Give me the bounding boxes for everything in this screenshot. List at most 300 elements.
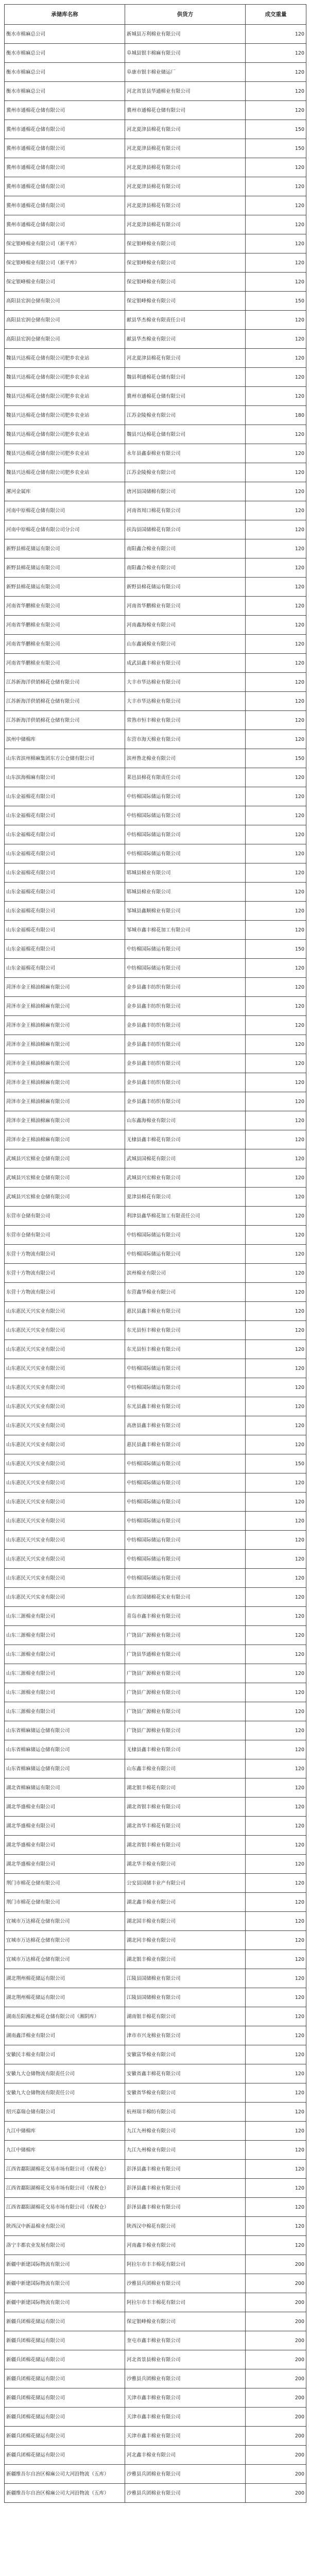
warehouse-cell: 山东金福棉花有限公司 <box>5 806 125 825</box>
supplier-cell: 扶沟县国储棉花有限公司 <box>125 520 246 539</box>
supplier-cell: 湖北省银丰棉业有限公司 <box>125 1836 246 1855</box>
warehouse-cell: 衡水市棉麻总公司 <box>5 25 125 44</box>
supplier-cell: 河北夏津县棉花有限公司 <box>125 158 246 177</box>
warehouse-cell: 山东省滨州棉麻集团东方公仓储有限公司 <box>5 749 125 768</box>
warehouse-cell: 安徽九大仓储物流有限责任公司 <box>5 2083 125 2103</box>
warehouse-cell: 山东惠民天兴实业有限公司 <box>5 1416 125 1435</box>
supplier-cell: 河北夏津县棉花有限公司 <box>125 349 246 368</box>
warehouse-cell: 衡水市棉麻总公司 <box>5 44 125 63</box>
supplier-cell: 新城县万利棉业有限公司 <box>125 25 246 44</box>
warehouse-cell: 冀州市通棉花仓储有限公司 <box>5 158 125 177</box>
weight-cell: 200 <box>246 2465 306 2484</box>
warehouse-cell: 冀州市通棉花仓储有限公司 <box>5 101 125 120</box>
table-row <box>5 1836 306 1855</box>
table-row <box>5 368 306 387</box>
table-row <box>5 1130 306 1149</box>
warehouse-cell: 武城县兴宏棉业仓储有限公司 <box>5 1188 125 1207</box>
table-row <box>5 2446 306 2465</box>
table-row <box>5 616 306 635</box>
supplier-cell: 河北鑫丰棉业有限公司 <box>125 2446 246 2465</box>
table-row <box>5 520 306 539</box>
warehouse-cell: 湖北华盛棉业有限公司 <box>5 1855 125 1874</box>
weight-cell: 200 <box>246 2274 306 2293</box>
supplier-cell: 惠民县鑫丰棉业有限公司 <box>125 1302 246 1321</box>
warehouse-cell: 高阳县宏润仓储有限公司 <box>5 292 125 311</box>
warehouse-cell: 山东惠民天兴实业有限公司 <box>5 1512 125 1531</box>
weight-cell: 200 <box>246 2446 306 2465</box>
warehouse-cell: 湖北华盛棉业有限公司 <box>5 1798 125 1817</box>
table-row <box>5 1645 306 1664</box>
supplier-cell: 中纺棉国际储运有限公司 <box>125 940 246 959</box>
table-row <box>5 2045 306 2064</box>
supplier-cell: 保定银峰棉业有限公司 <box>125 292 246 311</box>
warehouse-cell: 安徽民丰棉业有限公司 <box>5 2045 125 2064</box>
table-row <box>5 1740 306 1759</box>
weight-cell: 120 <box>246 1149 306 1168</box>
supplier-cell: 湖北银丰棉业有限公司 <box>125 1950 246 1969</box>
supplier-cell: 江陵县国储棉业有限公司 <box>125 1969 246 1988</box>
weight-cell: 120 <box>246 1550 306 1569</box>
table-row <box>5 539 306 558</box>
supplier-cell: 河北夏津县棉花有限公司 <box>125 196 246 215</box>
table-row <box>5 2179 306 2198</box>
weight-cell: 120 <box>246 1855 306 1874</box>
weight-cell: 150 <box>246 1454 306 1473</box>
weight-cell: 150 <box>246 120 306 139</box>
warehouse-cell: 魏县兴达棉花仓储有限公司肥乡农业站 <box>5 444 125 463</box>
warehouse-cell: 高阳县宏润仓储有限公司 <box>5 311 125 330</box>
table-row <box>5 2083 306 2103</box>
warehouse-cell: 东营市仓储有限公司 <box>5 1226 125 1245</box>
supplier-cell: 九江九州棉业有限公司 <box>125 2122 246 2141</box>
table-row <box>5 1073 306 1092</box>
warehouse-cell: 新野县棉花储运有限公司 <box>5 558 125 578</box>
table-row <box>5 158 306 177</box>
table-row <box>5 825 306 844</box>
table-row <box>5 2388 306 2408</box>
warehouse-cell: 山东金福棉花有限公司 <box>5 959 125 978</box>
warehouse-cell: 山东省棉麻储运仓储有限公司 <box>5 1721 125 1740</box>
weight-cell: 120 <box>246 978 306 997</box>
warehouse-cell: 山东金福棉花有限公司 <box>5 825 125 844</box>
supplier-cell: 天津市鑫丰棉业有限公司 <box>125 2388 246 2408</box>
warehouse-cell: 魏县兴达棉花仓储有限公司肥乡农业站 <box>5 406 125 425</box>
table-row <box>5 463 306 482</box>
table-row <box>5 139 306 158</box>
warehouse-cell: 江苏新海洋供销棉花仓储有限公司 <box>5 673 125 692</box>
weight-cell: 120 <box>246 1874 306 1893</box>
warehouse-cell: 江苏新海洋供销棉花仓储有限公司 <box>5 711 125 730</box>
supplier-cell: 邹城县鑫顺棉业有限公司 <box>125 902 246 921</box>
table-row <box>5 1531 306 1550</box>
weight-cell: 120 <box>246 273 306 292</box>
warehouse-cell: 山东惠民天兴实业有限公司 <box>5 1473 125 1493</box>
supplier-cell: 南阳鑫合棉业有限公司 <box>125 539 246 558</box>
warehouse-cell: 新野县棉花储运有限公司 <box>5 578 125 597</box>
table-row <box>5 1111 306 1130</box>
table-row <box>5 1874 306 1893</box>
weight-cell: 120 <box>246 2217 306 2236</box>
supplier-cell: 河北夏津县棉花有限公司 <box>125 215 246 234</box>
warehouse-cell: 湖南岳阳湘北棉花仓储有限公司（湘阴库） <box>5 2007 125 2026</box>
supplier-cell: 莱邑县棉花有限责任公司 <box>125 768 246 787</box>
weight-cell: 120 <box>246 2122 306 2141</box>
table-row <box>5 1149 306 1168</box>
warehouse-cell: 山东金福棉花有限公司 <box>5 863 125 883</box>
weight-cell: 120 <box>246 997 306 1016</box>
table-row <box>5 1054 306 1073</box>
table-row <box>5 1092 306 1111</box>
supplier-cell: 唐河县国储棉有限公司 <box>125 482 246 501</box>
weight-cell: 120 <box>246 1645 306 1664</box>
table-row <box>5 2293 306 2312</box>
supplier-cell: 东光县恒丰棉业有限公司 <box>125 1321 246 1340</box>
weight-cell: 120 <box>246 1893 306 1912</box>
table-row <box>5 1188 306 1207</box>
warehouse-cell: 山东惠民天兴实业有限公司 <box>5 1550 125 1569</box>
weight-cell: 120 <box>246 387 306 406</box>
table-row <box>5 959 306 978</box>
weight-cell: 120 <box>246 1130 306 1149</box>
warehouse-cell: 新疆维吾尔自治区棉麻公司大河沿物流（五库） <box>5 2465 125 2484</box>
table-row <box>5 673 306 692</box>
weight-cell: 120 <box>246 2045 306 2064</box>
weight-cell: 120 <box>246 1435 306 1454</box>
warehouse-cell: 冀州市通棉花仓储有限公司 <box>5 215 125 234</box>
weight-cell: 120 <box>246 1359 306 1378</box>
table-row <box>5 2408 306 2427</box>
supplier-cell: 武城县国棉花有限公司 <box>125 1149 246 1168</box>
supplier-cell: 保定银峰棉业有限公司 <box>125 2312 246 2331</box>
table-row <box>5 25 306 44</box>
column-header-weight: 成交重量 <box>246 5 306 25</box>
supplier-cell: 广饶县广源棉业有限公司 <box>125 1702 246 1721</box>
weight-cell: 120 <box>246 1702 306 1721</box>
supplier-cell: 献县华杰棉业有限责任公司 <box>125 311 246 330</box>
warehouse-cell: 滨州中储棉库 <box>5 730 125 749</box>
supplier-cell: 河南省华鹏棉业有限公司 <box>125 597 246 616</box>
table-row <box>5 2026 306 2045</box>
supplier-cell: 金乡县鑫丰纺织有限公司 <box>125 978 246 997</box>
table-row <box>5 2064 306 2083</box>
supplier-cell: 天津市鑫丰棉业有限公司 <box>125 2408 246 2427</box>
weight-cell: 120 <box>246 1817 306 1836</box>
table-row <box>5 1035 306 1054</box>
supplier-cell: 金乡县鑫丰纺织有限公司 <box>125 1073 246 1092</box>
supplier-cell: 阜康市银丰棉业储运厂 <box>125 63 246 82</box>
warehouse-cell: 菏泽市金王棉油棉麻有限公司 <box>5 1054 125 1073</box>
supplier-cell: 沙雅县兵团棉业有限公司 <box>125 2274 246 2293</box>
warehouse-cell: 江西省鄱阳湖棉花交易市场有限公司（保税仓） <box>5 2179 125 2198</box>
warehouse-cell: 山东三源棉业有限公司 <box>5 1683 125 1702</box>
supplier-cell: 惠民县鑫丰棉业有限公司 <box>125 1435 246 1454</box>
supplier-cell: 阿拉尔市丰丰棉花有限公司 <box>125 2255 246 2274</box>
table-row <box>5 2103 306 2122</box>
warehouse-cell: 山东省棉麻储运仓储有限公司 <box>5 1740 125 1759</box>
warehouse-cell: 河南中原棉花仓储有限公司分公司 <box>5 520 125 539</box>
warehouse-cell: 新疆中新建国际物流有限公司 <box>5 2255 125 2274</box>
warehouse-cell: 山东金福棉花有限公司 <box>5 787 125 806</box>
supplier-cell: 湖南银丰棉花有限公司 <box>125 2007 246 2026</box>
warehouse-cell: 山东惠民天兴实业有限公司 <box>5 1435 125 1454</box>
supplier-cell: 安徽富华棉业有限公司 <box>125 2045 246 2064</box>
warehouse-cell: 山东金福棉花有限公司 <box>5 902 125 921</box>
table-row <box>5 597 306 616</box>
warehouse-cell: 魏县兴达棉花仓储有限公司肥乡农业站 <box>5 463 125 482</box>
warehouse-cell: 九江中储棉库 <box>5 2141 125 2160</box>
supplier-cell: 东营市海天棉业有限公司 <box>125 730 246 749</box>
weight-cell: 200 <box>246 2350 306 2369</box>
warehouse-cell: 山东滨海棉麻有限公司 <box>5 768 125 787</box>
supplier-cell: 滨州棉业有限公司 <box>125 1264 246 1283</box>
table-row <box>5 558 306 578</box>
table-row <box>5 1245 306 1264</box>
supplier-cell: 湖北省华丰棉花有限公司 <box>125 1817 246 1836</box>
weight-cell: 120 <box>246 177 306 196</box>
weight-cell: 120 <box>246 2141 306 2160</box>
supplier-cell: 沙雅县兵团棉业有限公司 <box>125 2465 246 2484</box>
supplier-cell: 永年县鑫泰棉业有限公司 <box>125 444 246 463</box>
table-row <box>5 349 306 368</box>
supplier-cell: 江苏金陵棉业有限公司 <box>125 463 246 482</box>
warehouse-cell: 菏泽市金王棉油棉麻有限公司 <box>5 1035 125 1054</box>
weight-cell: 120 <box>246 1969 306 1988</box>
warehouse-cell: 山东三源棉业有限公司 <box>5 1664 125 1683</box>
table-row <box>5 1855 306 1874</box>
warehouse-cell: 魏县兴达棉花仓储有限公司肥乡农业站 <box>5 425 125 444</box>
table-row <box>5 1721 306 1740</box>
supplier-cell: 彭泽县鑫丰棉业有限公司 <box>125 2179 246 2198</box>
supplier-cell: 天津市鑫丰棉业有限公司 <box>125 2427 246 2446</box>
warehouse-cell: 高阳县宏润仓储有限公司 <box>5 330 125 349</box>
warehouse-cell: 江西省鄱阳湖棉花交易市场有限公司（保税仓） <box>5 2198 125 2217</box>
warehouse-cell: 九江中储棉库 <box>5 2122 125 2141</box>
warehouse-cell: 武城县兴宏棉业仓储有限公司 <box>5 1149 125 1168</box>
weight-cell: 120 <box>246 425 306 444</box>
supplier-cell: 献县华杰棉业有限公司 <box>125 330 246 349</box>
warehouse-cell: 新疆兵团棉花储运有限公司 <box>5 2331 125 2350</box>
supplier-cell: 保定银峰棉业有限公司 <box>125 273 246 292</box>
warehouse-cell: 山东三源棉业有限公司 <box>5 1645 125 1664</box>
table-row <box>5 2465 306 2484</box>
supplier-cell: 金乡县鑫丰纺织有限公司 <box>125 997 246 1016</box>
table-row <box>5 1817 306 1836</box>
table-row <box>5 177 306 196</box>
supplier-cell: 冀州市通棉花仓储有限公司 <box>125 101 246 120</box>
warehouse-cell: 山东惠民天兴实业有限公司 <box>5 1454 125 1473</box>
warehouse-cell: 山东惠民天兴实业有限公司 <box>5 1302 125 1321</box>
supplier-cell: 湖北同丰棉业有限公司 <box>125 1931 246 1950</box>
weight-cell: 120 <box>246 1798 306 1817</box>
weight-cell: 120 <box>246 711 306 730</box>
weight-cell: 120 <box>246 1683 306 1702</box>
table-row <box>5 1340 306 1359</box>
table-row <box>5 330 306 349</box>
table-row <box>5 1264 306 1283</box>
supplier-cell: 中纺棉国际储运有限公司 <box>125 844 246 863</box>
warehouse-cell: 东营市仓储有限公司 <box>5 1207 125 1226</box>
weight-cell: 120 <box>246 2064 306 2083</box>
supplier-cell: 中纺棉国际储运有限公司 <box>125 1359 246 1378</box>
table-row <box>5 1931 306 1950</box>
supplier-cell: 大丰市华达棉业有限公司 <box>125 692 246 711</box>
weight-cell: 120 <box>246 902 306 921</box>
weight-cell: 120 <box>246 1016 306 1035</box>
table-row <box>5 749 306 768</box>
table-row <box>5 1454 306 1473</box>
warehouse-cell: 魏县兴达棉花仓储有限公司肥乡农业站 <box>5 349 125 368</box>
supplier-cell: 夏津县棉花有限公司 <box>125 1188 246 1207</box>
supplier-cell: 沙雅县兵团棉业有限公司 <box>125 2484 246 2503</box>
supplier-cell: 东光县鑫丰棉业有限公司 <box>125 1397 246 1416</box>
supplier-cell: 杭州瑞丰棉纺有限公司 <box>125 2103 246 2122</box>
weight-cell: 120 <box>246 806 306 825</box>
table-row <box>5 806 306 825</box>
weight-cell: 200 <box>246 2312 306 2331</box>
table-row <box>5 2160 306 2179</box>
weight-cell: 200 <box>246 2388 306 2408</box>
table-row <box>5 1550 306 1569</box>
supplier-cell: 保定银峰棉业有限公司 <box>125 234 246 253</box>
supplier-cell: 山东鑫诚棉业有限公司 <box>125 635 246 654</box>
table-row <box>5 82 306 101</box>
table-row <box>5 692 306 711</box>
supplier-cell: 魏县利通棉花仓储有限公司 <box>125 368 246 387</box>
supplier-cell: 郓城县棉业有限公司 <box>125 863 246 883</box>
weight-cell: 120 <box>246 501 306 520</box>
supplier-cell: 金乡县鑫丰纺织有限公司 <box>125 1054 246 1073</box>
supplier-cell: 青岛市鑫丰棉业有限公司 <box>125 1607 246 1626</box>
warehouse-cell: 安徽九大仓储物流有限责任公司 <box>5 2064 125 2083</box>
supplier-cell: 郓城县棉业有限公司 <box>125 883 246 902</box>
warehouse-cell: 山东三源棉业有限公司 <box>5 1702 125 1721</box>
supplier-cell: 广饶县广源棉业有限公司 <box>125 1721 246 1740</box>
supplier-cell: 奎屯市鑫丰棉业有限公司 <box>125 2331 246 2350</box>
supplier-cell: 无棣县鑫丰棉业有限公司 <box>125 1740 246 1759</box>
supplier-cell: 冀州市通棉花仓储有限公司 <box>125 387 246 406</box>
warehouse-cell: 山东三源棉业有限公司 <box>5 1607 125 1626</box>
weight-cell: 120 <box>246 2179 306 2198</box>
weight-cell: 120 <box>246 44 306 63</box>
table-row <box>5 730 306 749</box>
weight-cell: 120 <box>246 558 306 578</box>
table-row <box>5 2427 306 2446</box>
table-row <box>5 501 306 520</box>
table-row <box>5 1912 306 1931</box>
supplier-cell: 广饶县华通棉业有限公司 <box>125 1645 246 1664</box>
table-row <box>5 1759 306 1778</box>
weight-cell: 200 <box>246 2255 306 2274</box>
weight-cell: 120 <box>246 1512 306 1531</box>
weight-cell: 120 <box>246 1092 306 1111</box>
weight-cell: 200 <box>246 2293 306 2312</box>
weight-cell: 180 <box>246 406 306 425</box>
weight-cell: 120 <box>246 1111 306 1130</box>
weight-cell: 120 <box>246 863 306 883</box>
weight-cell: 120 <box>246 1226 306 1245</box>
warehouse-cell: 宜城市万达棉花仓储有限公司 <box>5 1912 125 1931</box>
table-row <box>5 2141 306 2160</box>
weight-cell: 120 <box>246 1531 306 1550</box>
column-header-supplier: 供货方 <box>125 5 246 25</box>
weight-cell: 120 <box>246 63 306 82</box>
table-row <box>5 215 306 234</box>
warehouse-cell: 宜城市万达棉花仓储有限公司 <box>5 1931 125 1950</box>
supplier-cell: 常熟市恒丰棉业有限公司 <box>125 711 246 730</box>
weight-cell: 120 <box>246 1397 306 1416</box>
supplier-cell: 湖北华丰棉业有限公司 <box>125 1855 246 1874</box>
supplier-cell: 中纺棉国际储运有限公司 <box>125 1531 246 1550</box>
table-row <box>5 1283 306 1302</box>
weight-cell: 200 <box>246 2427 306 2446</box>
weight-cell: 120 <box>246 1245 306 1264</box>
supplier-cell: 津市市兴龙棉业有限公司 <box>125 2026 246 2045</box>
weight-cell: 120 <box>246 787 306 806</box>
weight-cell: 120 <box>246 1836 306 1855</box>
warehouse-cell: 新疆兵团棉花储运有限公司 <box>5 2408 125 2427</box>
weight-cell: 120 <box>246 101 306 120</box>
weight-cell: 120 <box>246 616 306 635</box>
warehouse-cell: 新疆中新建国际物流有限公司 <box>5 2293 125 2312</box>
weight-cell: 120 <box>246 1740 306 1759</box>
table-row <box>5 1778 306 1798</box>
table-row <box>5 1207 306 1226</box>
table-row <box>5 1683 306 1702</box>
table-row <box>5 1302 306 1321</box>
supplier-cell: 中纺棉国际储运有限公司 <box>125 1550 246 1569</box>
column-header-warehouse: 承储库名称 <box>5 5 125 25</box>
supplier-cell: 河北省景县棉业有限公司 <box>125 2350 246 2369</box>
supplier-cell: 江苏金陵棉业有限公司 <box>125 406 246 425</box>
warehouse-cell: 湖南鑫洋棉业有限公司 <box>5 2026 125 2045</box>
supplier-cell: 沙雅县兵团棉业有限公司 <box>125 2369 246 2388</box>
warehouse-cell: 冀州市通棉花仓储有限公司 <box>5 120 125 139</box>
warehouse-cell: 河南中原棉花仓储有限公司 <box>5 501 125 520</box>
table-row <box>5 1226 306 1245</box>
supplier-cell: 九江九州棉业有限公司 <box>125 2141 246 2160</box>
supplier-cell: 山东省国储棉花实业有限公司 <box>125 1588 246 1607</box>
weight-cell: 120 <box>246 1912 306 1931</box>
table-row <box>5 1702 306 1721</box>
table-row <box>5 1378 306 1397</box>
weight-cell: 120 <box>246 825 306 844</box>
supplier-cell: 滨州鲁北棉业有限公司 <box>125 749 246 768</box>
supplier-cell: 河南鑫丰棉业有限公司 <box>125 2236 246 2255</box>
table-row <box>5 196 306 215</box>
table-row <box>5 1798 306 1817</box>
table-row <box>5 1473 306 1493</box>
weight-cell: 120 <box>246 2198 306 2217</box>
warehouse-cell: 冀州市通棉花仓储有限公司 <box>5 139 125 158</box>
table-row <box>5 1435 306 1454</box>
warehouse-cell: 宜城市万达棉花仓储有限公司 <box>5 1950 125 1969</box>
weight-cell: 150 <box>246 749 306 768</box>
weight-cell: 120 <box>246 2026 306 2045</box>
weight-cell: 120 <box>246 215 306 234</box>
warehouse-cell: 山东惠民天兴实业有限公司 <box>5 1588 125 1607</box>
warehouse-cell: 魏县兴达棉花仓储有限公司肥乡农业站 <box>5 368 125 387</box>
supplier-cell: 阜城县银丰棉麻有限公司 <box>125 44 246 63</box>
warehouse-cell: 保定银峰棉业有限公司（新平库） <box>5 234 125 253</box>
weight-cell: 120 <box>246 768 306 787</box>
transaction-table <box>4 4 306 2503</box>
table-row <box>5 863 306 883</box>
supplier-cell: 安徽省鑫丰棉花有限公司 <box>125 2064 246 2083</box>
table-row <box>5 44 306 63</box>
weight-cell: 120 <box>246 463 306 482</box>
weight-cell: 120 <box>246 196 306 215</box>
weight-cell: 120 <box>246 730 306 749</box>
